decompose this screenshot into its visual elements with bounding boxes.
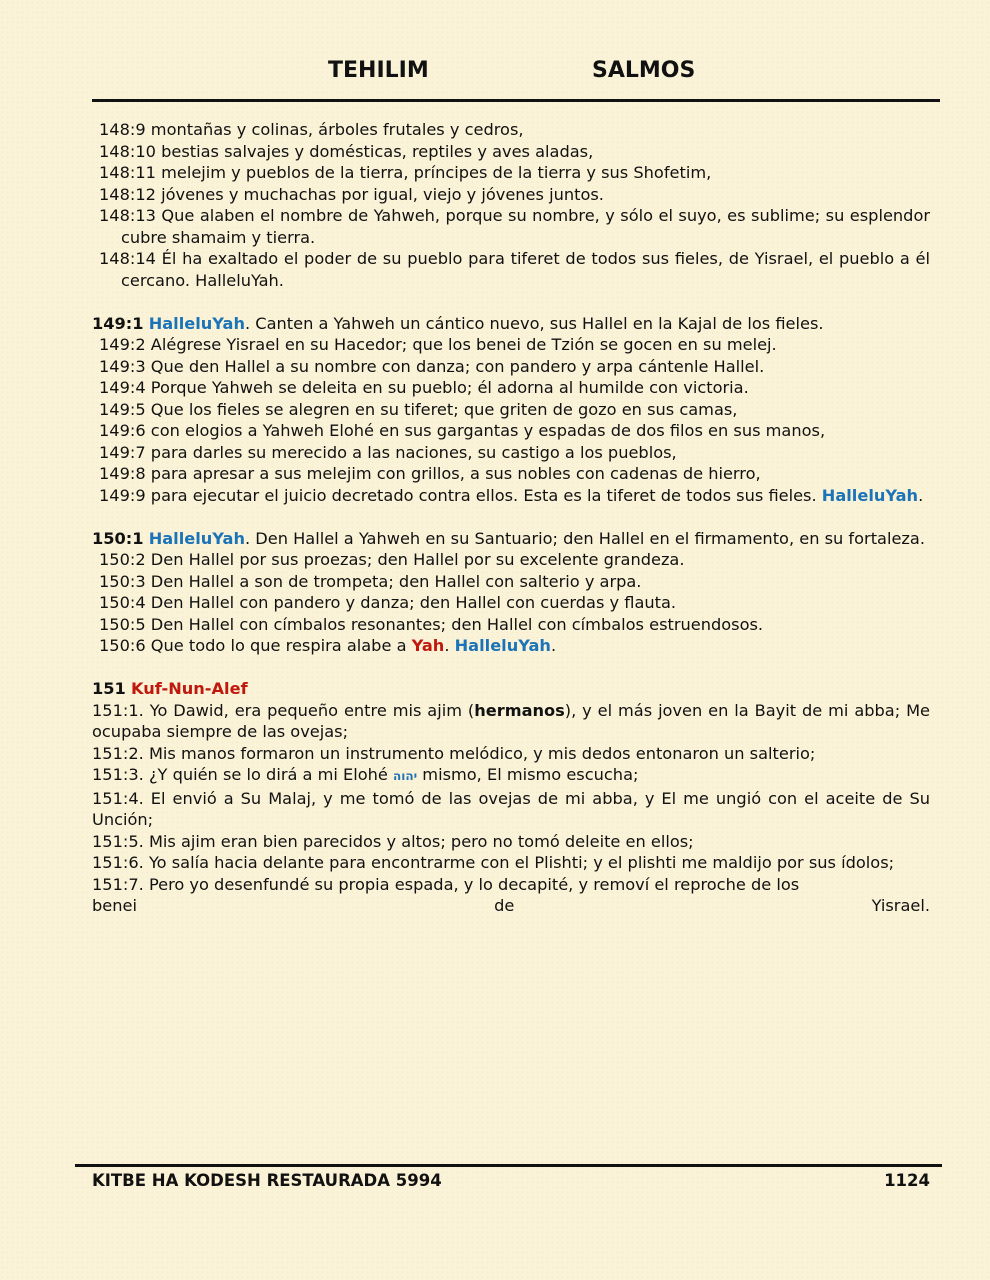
halleluyah-highlight: HalleluYah (454, 636, 551, 655)
verse-149-2: 149:2 Alégrese Yisrael en su Hacedor; que los benei de Tzión se gocen en su melej. (99, 335, 777, 354)
verse-number: 150:1 (92, 528, 144, 548)
verse-150-6: 150:6 Que todo lo que respira alabe a Yah. HalleluYah. (99, 636, 557, 655)
verse-151-2: 151:2. Mis manos formaron un instrumento melódico, y mis dedos entonaron un salterio; (92, 743, 816, 763)
verse-148-13: 148:13 Que alaben el nombre de Yahweh, porque su nombre, y sólo el suyo, es sublime; su esplendor cubre shamaim y tierra. (99, 206, 930, 247)
verse-151-7-end: benei de Yisrael. (92, 896, 930, 915)
header-right-title: SALMOS (592, 58, 696, 83)
halleluyah-highlight: HalleluYah (148, 313, 245, 333)
verse-151-7: 151:7. Pero yo desenfundé su propia espada, y lo decapité, y removí el reproche de los (92, 874, 800, 894)
verse-150-3: 150:3 Den Hallel a son de trompeta; den Hallel con salterio y arpa. (99, 571, 642, 591)
halleluyah-highlight: HalleluYah (821, 485, 919, 505)
verse-150-1: 150:1 HalleluYah. Den Hallel a Yahweh en su Santuario; den Hallel en el firmamento, en su fortaleza. (92, 528, 925, 548)
verse-149-5: 149:5 Que los fieles se alegren en su tiferet; que griten de gozo en sus camas, (99, 399, 738, 419)
chapter-title: Kuf-Nun-Alef (130, 679, 248, 698)
hebrew-name: יהוה (393, 769, 418, 783)
verse-151-4: 151:4. El envió a Su Malaj, y me tomó de las ovejas de mi abba, y El me ungió con el aceite de Su Unción; (92, 788, 930, 829)
verse-148-11: 148:11 melejim y pueblos de la tierra, príncipes de la tierra y sus Shofetim, (99, 163, 712, 182)
verse-149-1: 149:1 HalleluYah. Canten a Yahweh un cántico nuevo, sus Hallel en la Kajal de los fieles. (92, 313, 824, 333)
bold-word: hermanos (474, 700, 565, 720)
yah-highlight: Yah (411, 636, 445, 655)
verse-148-12: 148:12 jóvenes y muchachas por igual, viejo y jóvenes juntos. (99, 184, 604, 204)
verse-149-6: 149:6 con elogios a Yahweh Elohé en sus gargantas y espadas de dos filos en sus manos, (99, 421, 826, 440)
verse-151-1: 151:1. Yo Dawid, era pequeño entre mis ajim (hermanos), y el más joven en la Bayit de mi abba; Me ocupaba siempre de las ovejas; (92, 700, 931, 741)
page-header (0, 58, 990, 88)
header-left-title: TEHILIM (328, 58, 429, 83)
page-number: 1124 (884, 1171, 930, 1190)
chapter-151-heading (92, 678, 930, 700)
verse-148-10: 148:10 bestias salvajes y domésticas, reptiles y aves aladas, (99, 141, 594, 161)
verse-150-5: 150:5 Den Hallel con címbalos resonantes; den Hallel con címbalos estruendosos. (99, 614, 764, 634)
verse-150-4: 150:4 Den Hallel con pandero y danza; den Hallel con cuerdas y flauta. (99, 593, 677, 612)
verse-151-5: 151:5. Mis ajim eran bien parecidos y altos; pero no tomó deleite en ellos; (92, 831, 694, 851)
verse-149-3: 149:3 Que den Hallel a su nombre con danza; con pandero y arpa cántenle Hallel. (99, 356, 765, 376)
verse-149-8: 149:8 para apresar a sus melejim con grillos, a sus nobles con cadenas de hierro, (99, 464, 761, 483)
footer-book-title: KITBE HA KODESH RESTAURADA 5994 (92, 1171, 442, 1190)
verse-149-4: 149:4 Porque Yahweh se deleita en su pueblo; él adorna al humilde con victoria. (99, 378, 749, 397)
footer-divider (75, 1164, 942, 1167)
halleluyah-highlight: HalleluYah (148, 528, 245, 548)
header-divider (92, 99, 940, 102)
verse-148-9: 148:9 montañas y colinas, árboles frutales y cedros, (99, 120, 524, 139)
page-body (92, 119, 930, 917)
verse-150-2: 150:2 Den Hallel por sus proezas; den Hallel por su excelente grandeza. (99, 550, 685, 569)
verse-151-6: 151:6. Yo salía hacia delante para encontrarme con el Plishti; y el plishti me maldijo por sus ídolos; (92, 853, 895, 872)
verse-number: 149:1 (92, 313, 144, 333)
verse-149-7: 149:7 para darles su merecido a las naciones, su castigo a los pueblos, (99, 442, 677, 462)
verse-149-9: 149:9 para ejecutar el juicio decretado contra ellos. Esta es la tiferet de todos sus fieles. HalleluYah. (99, 485, 924, 505)
chapter-number: 151 (92, 679, 126, 698)
verse-151-3: 151:3. ¿Y quién se lo dirá a mi Elohé יהוה mismo, El mismo escucha; (92, 765, 639, 784)
verse-148-14: 148:14 Él ha exaltado el poder de su pueblo para tiferet de todos sus fieles, de Yisrael, el pueblo a él cercano. HalleluYah. (99, 249, 930, 290)
